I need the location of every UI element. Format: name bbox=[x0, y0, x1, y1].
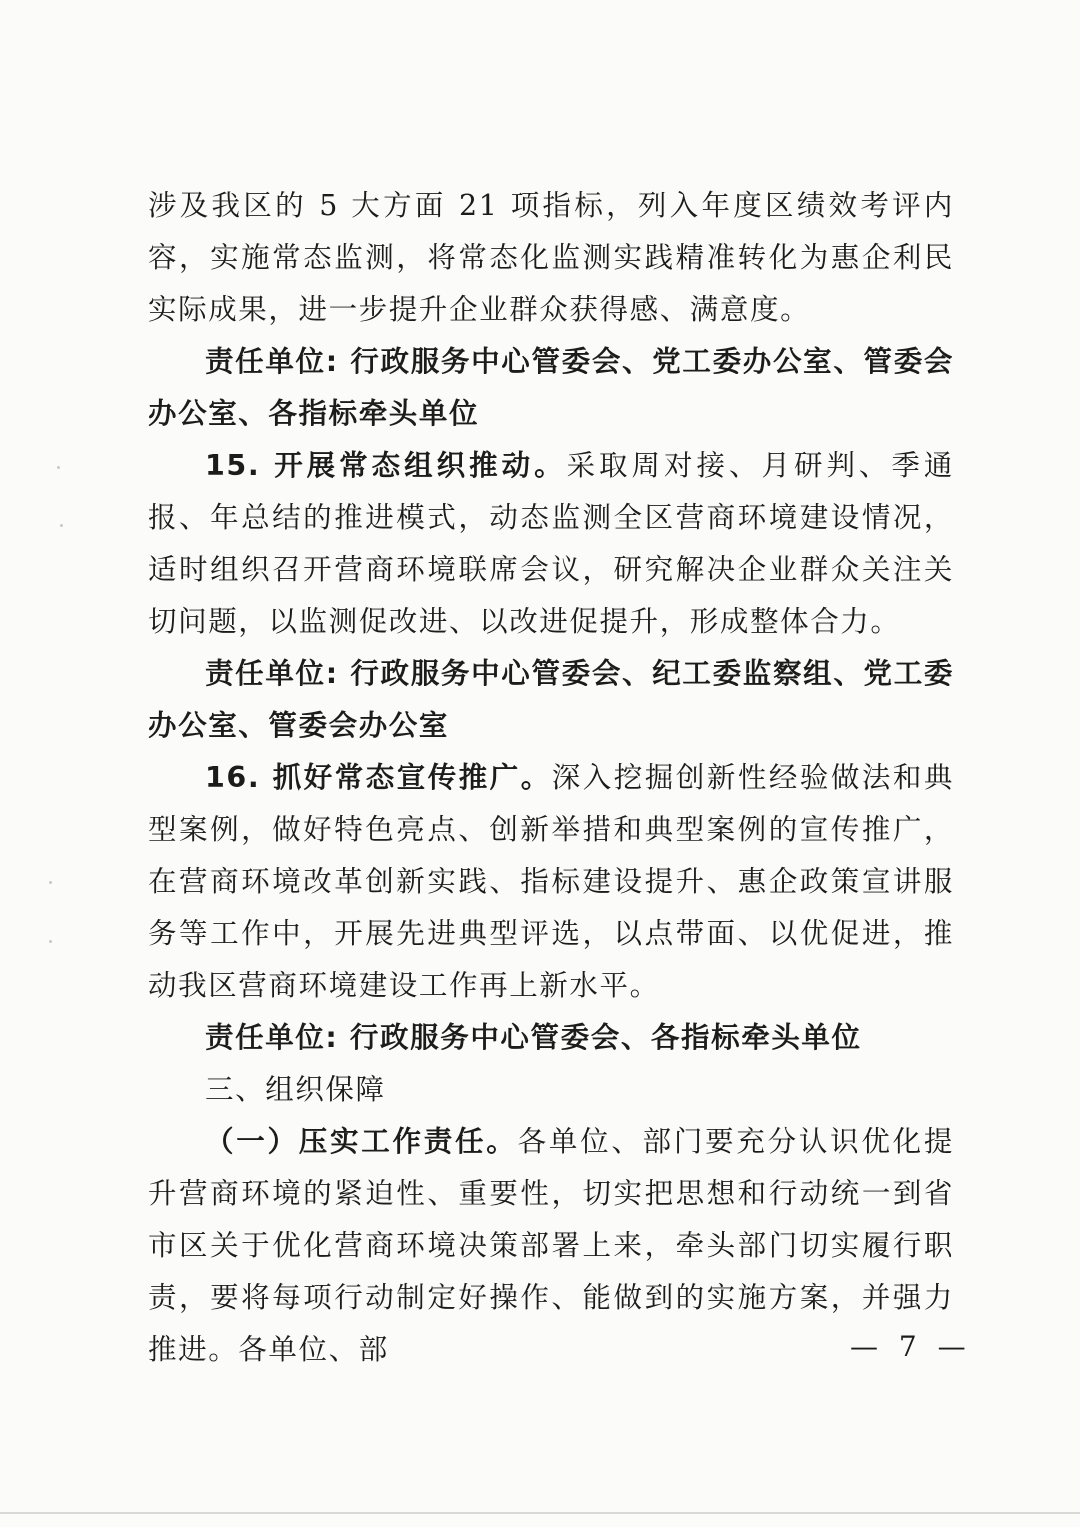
scan-edge-line bbox=[0, 1512, 1080, 1514]
item-15-body: 采取周对接、月研判、季通报、年总结的推进模式，动态监测全区营商环境建设情况，适时组织召开营商环境联席会议，研究解决企业群众关注关切问题，以监测促改进、以改进促提升，形成整体合力。 bbox=[148, 449, 954, 638]
scan-speck bbox=[60, 524, 63, 527]
item-1-body: 各单位、部门要充分认识优化提升营商环境的紧迫性、重要性，切实把思想和行动统一到省市区关于优化营商环境决策部署上来，牵头部门切实履行职责，要将每项行动制定好操作、能做到的实施方案，并强力推进。各单位、部 bbox=[148, 1125, 954, 1366]
section-title-organization: 三、组织保障 bbox=[205, 1073, 386, 1106]
page-number: — 7 — bbox=[850, 1330, 972, 1363]
item-15-heading: 15. 开展常态组织推动。 bbox=[205, 449, 567, 482]
item-16-paragraph bbox=[148, 752, 954, 1012]
scan-speck bbox=[49, 881, 52, 884]
responsible-units-1: 责任单位: 行政服务中心管委会、党工委办公室、管委会办公室、各指标牵头单位 bbox=[148, 345, 954, 430]
item-16-heading: 16. 抓好常态宣传推广。 bbox=[205, 761, 552, 794]
scan-speck bbox=[57, 466, 60, 469]
item-1-paragraph bbox=[148, 1116, 954, 1376]
responsible-units-2: 责任单位: 行政服务中心管委会、纪工委监察组、党工委办公室、管委会办公室 bbox=[148, 657, 954, 742]
item-16-body: 深入挖掘创新性经验做法和典型案例，做好特色亮点、创新举措和典型案例的宣传推广，在营商环境改革创新实践、指标建设提升、惠企政策宣讲服务等工作中，开展先进典型评选，以点带面、以优促进，推动我区营商环境建设工作再上新水平。 bbox=[148, 761, 954, 1002]
item-15-paragraph bbox=[148, 440, 954, 648]
item-1-heading: （一）压实工作责任。 bbox=[205, 1125, 518, 1158]
paragraph-indicators: 涉及我区的 5 大方面 21 项指标，列入年度区绩效考评内容，实施常态监测，将常态化监测实践精准转化为惠企利民实际成果，进一步提升企业群众获得感、满意度。 bbox=[148, 189, 954, 326]
document-body bbox=[148, 180, 954, 1376]
responsible-units-3: 责任单位: 行政服务中心管委会、各指标牵头单位 bbox=[205, 1021, 862, 1054]
scan-speck bbox=[49, 940, 52, 943]
